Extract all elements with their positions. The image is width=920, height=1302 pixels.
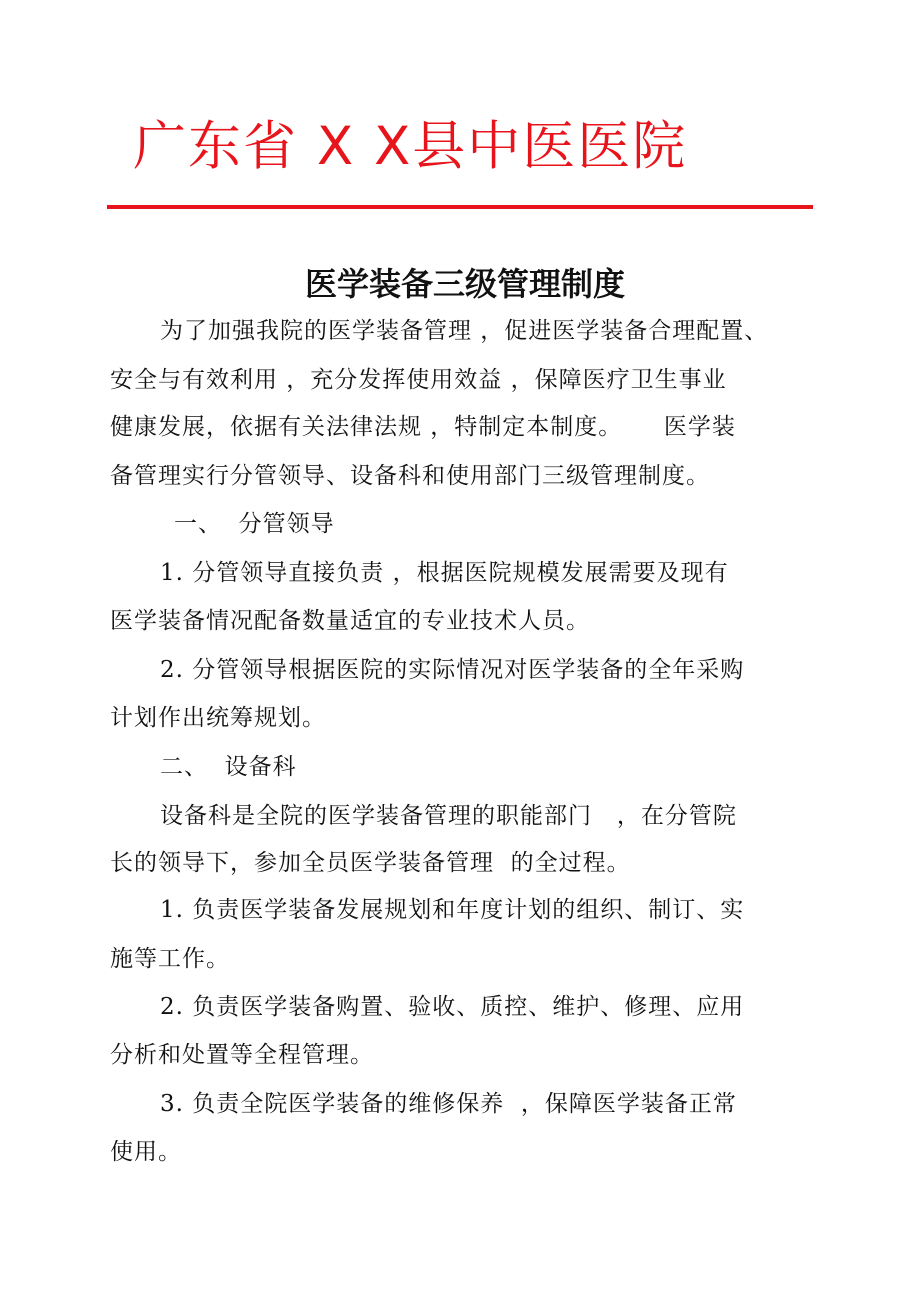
- body-line: 2. 分管领导根据医院的实际情况对医学装备的全年采购: [160, 657, 745, 683]
- body-line: 使用。: [110, 1139, 182, 1165]
- body-line: 备管理实行分管领导、设备科和使用部门三级管理制度。: [110, 463, 710, 489]
- body-line: 3. 负责全院医学装备的维修保养 ，保障医学装备正常: [160, 1091, 737, 1117]
- organization-name: 广东省 X X县中医医院: [133, 116, 688, 177]
- header-red-rule: [107, 205, 813, 209]
- section-heading-2: 二、 设备科: [160, 754, 297, 780]
- body-line: 分析和处置等全程管理。: [110, 1042, 374, 1068]
- body-line: 安全与有效利用 ，充分发挥使用效益 ，保障医疗卫生事业: [110, 367, 727, 393]
- body-line: 健康发展，依据有关法律法规 ，特制定本制度。 医学装: [110, 414, 736, 440]
- body-line: 计划作出统筹规划。: [110, 705, 326, 731]
- body-line: 为了加强我院的医学装备管理 ，促进医学装备合理配置、: [160, 318, 769, 344]
- body-line: 1. 负责医学装备发展规划和年度计划的组织、制订、实: [160, 897, 745, 923]
- document-title: 医学装备三级管理制度: [304, 265, 625, 303]
- body-line: 施等工作。: [110, 946, 230, 972]
- body-line: 长的领导下，参加全员医学装备管理 的全过程。: [110, 850, 631, 876]
- body-line: 设备科是全院的医学装备管理的职能部门 ，在分管院: [160, 803, 737, 829]
- body-line: 1. 分管领导直接负责 ，根据医院规模发展需要及现有: [160, 560, 729, 586]
- body-line: 医学装备情况配备数量适宜的专业技术人员。: [110, 608, 590, 634]
- body-line: 2. 负责医学装备购置、验收、质控、维护、修理、应用: [160, 994, 745, 1020]
- section-heading-1: 一、 分管领导: [174, 511, 335, 537]
